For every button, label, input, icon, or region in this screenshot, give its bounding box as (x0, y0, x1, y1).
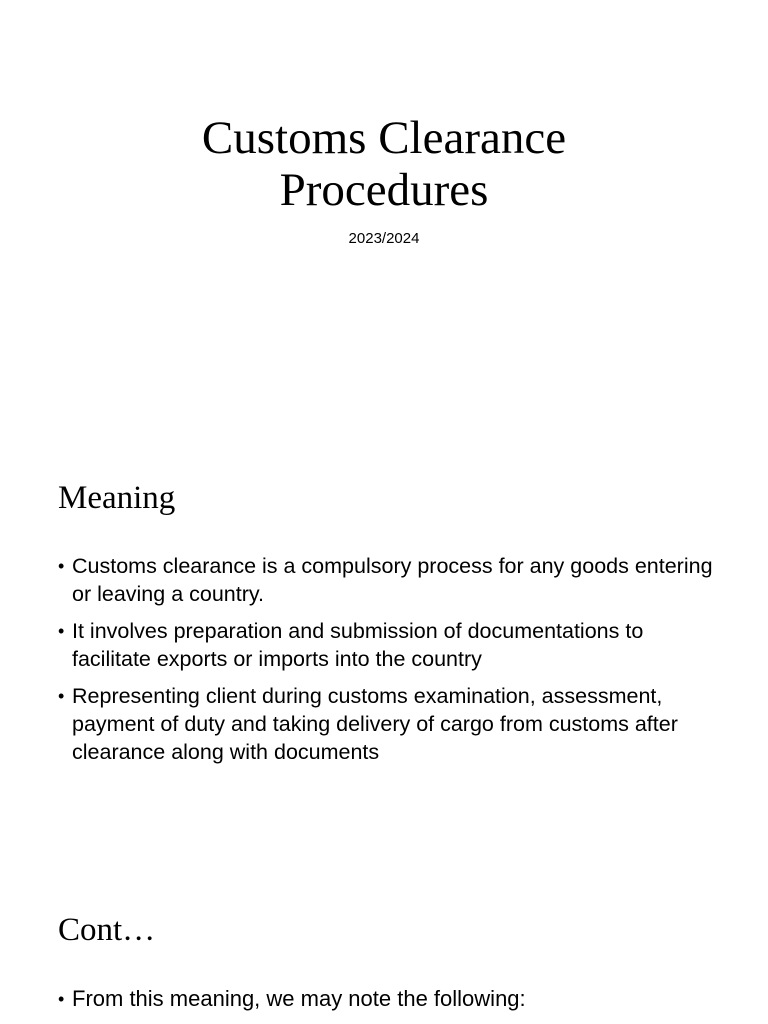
bullet-item (58, 985, 718, 1013)
slide-heading: Cont… (58, 912, 156, 948)
bullet-text: Customs clearance is a compulsory process for any goods entering or leaving a country. (72, 554, 713, 606)
bullet-icon: • (58, 556, 65, 576)
bullet-item (58, 552, 718, 608)
bullet-icon: • (58, 621, 65, 641)
slide-title (0, 112, 768, 216)
title-slide (0, 0, 768, 432)
bullet-item (58, 682, 718, 766)
slide-subtitle: 2023/2024 (348, 230, 420, 247)
bullet-icon: • (58, 989, 65, 1009)
bullet-list (58, 552, 718, 775)
cont-slide (0, 864, 768, 1024)
slide-title-line-1: Customs Clearance (201, 112, 567, 164)
bullet-text: From this meaning, we may note the following: (72, 986, 526, 1011)
slide-title-line-2: Procedures (279, 164, 489, 216)
bullet-text: It involves preparation and submission of documentations to facilitate exports or imports into the country (72, 619, 644, 671)
bullet-icon: • (58, 686, 65, 706)
bullet-item (58, 617, 718, 673)
bullet-text: Representing client during customs examination, assessment, payment of duty and taking delivery of cargo from customs after clearance along with documents (72, 684, 678, 764)
meaning-slide (0, 432, 768, 864)
bullet-list (58, 985, 718, 1022)
slide-heading: Meaning (58, 480, 176, 516)
